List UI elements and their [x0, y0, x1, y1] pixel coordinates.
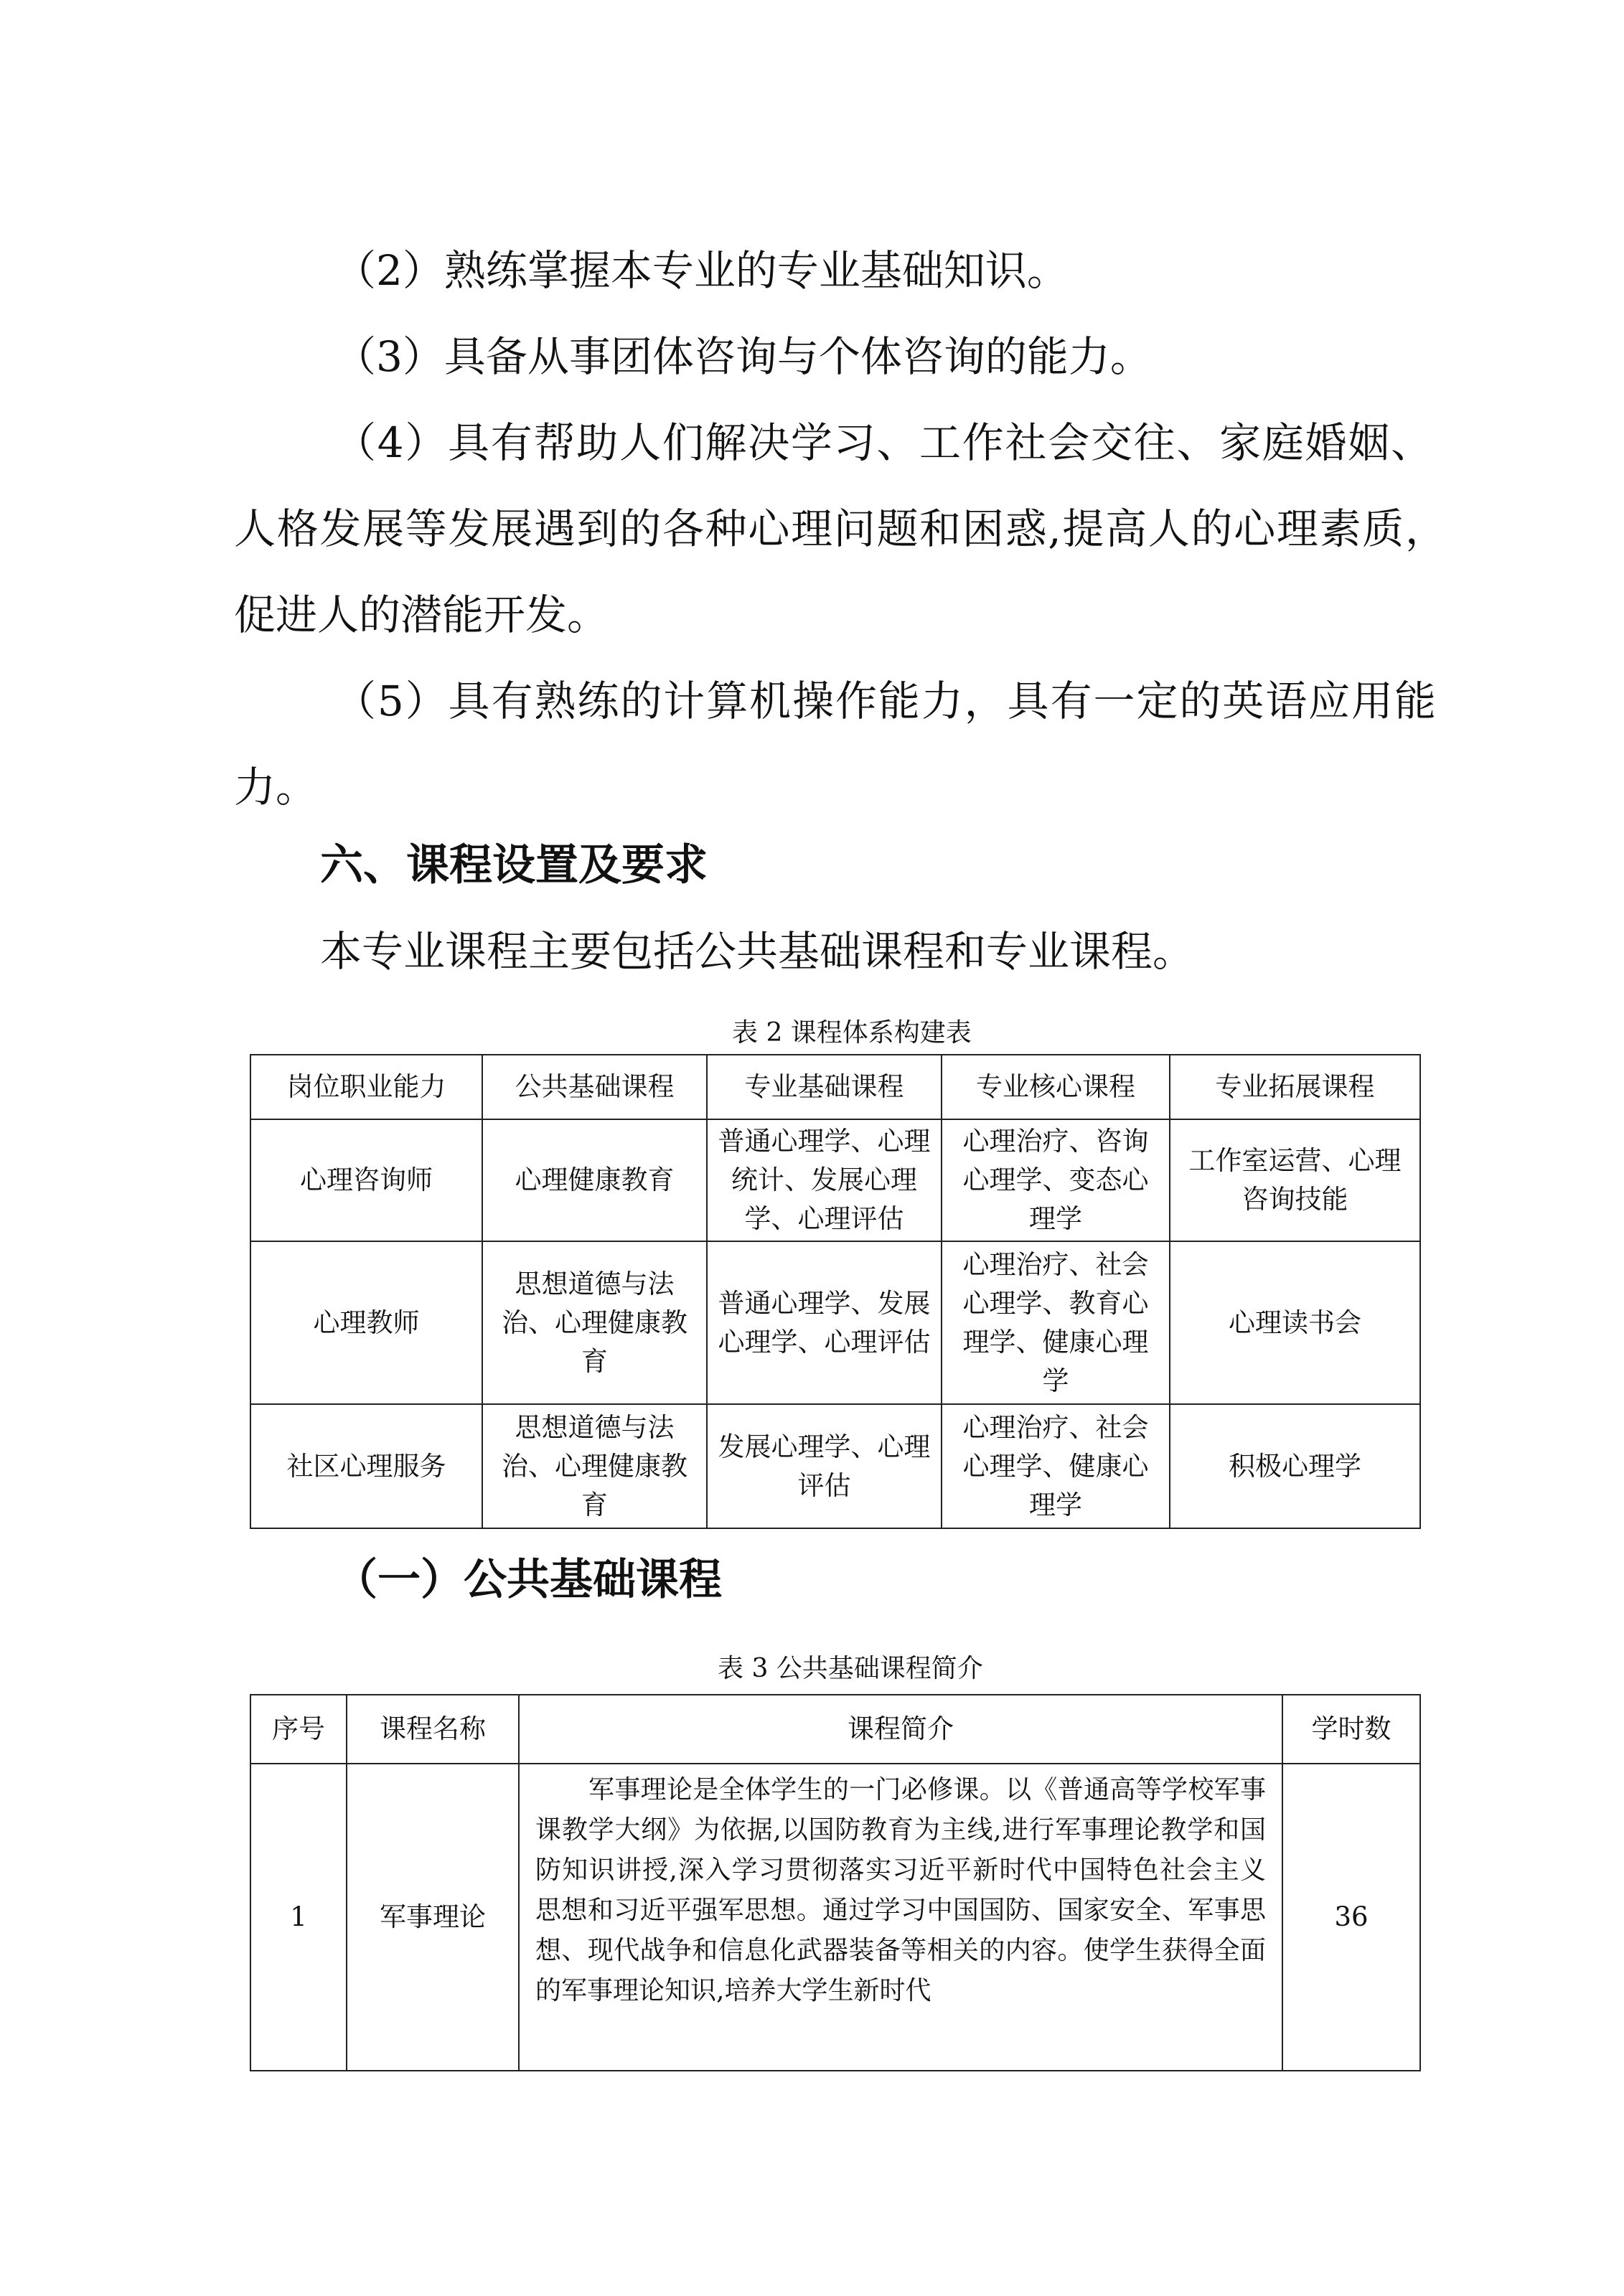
course-intro	[519, 1764, 1282, 2071]
header-cell-professional-basic: 专业基础课程	[707, 1055, 942, 1119]
table-header-row	[250, 1055, 1420, 1119]
public-courses-table	[250, 1694, 1421, 2071]
course-system-table	[250, 1054, 1421, 1529]
table-cell: 社区心理服务	[250, 1404, 482, 1528]
table-cell: 心理读书会	[1170, 1241, 1420, 1404]
paragraph-item-5-line-1: （5）具有熟练的计算机操作能力，具有一定的英语应用能	[334, 677, 1436, 725]
course-intro-text: 军事理论是全体学生的一门必修课。以《普通高等学校军事课教学大纲》为依据,以国防教育为主线,进行军事理论教学和国防知识讲授,深入学习贯彻落实习近平新时代中国特色社会主义思想和习近平强军思想。通过学习中国国防、国家安全、军事思想、现代战争和信息化武器装备等相关的内容。使学生获得全面的军事理论知识,培养大学生新时代	[535, 1775, 1266, 2005]
table-cell: 心理咨询师	[250, 1119, 482, 1241]
table-caption-course-system: 表 2 课程体系构建表	[732, 1018, 972, 1048]
header-cell-position-ability: 岗位职业能力	[250, 1055, 482, 1119]
table-cell: 心理治疗、社会心理学、教育心理学、健康心理学	[942, 1241, 1170, 1404]
table-cell: 发展心理学、心理评估	[707, 1404, 942, 1528]
table-cell: 心理治疗、咨询心理学、变态心理学	[942, 1119, 1170, 1241]
table-cell: 心理教师	[250, 1241, 482, 1404]
header-cell-course-name: 课程名称	[347, 1695, 519, 1764]
section-intro: 本专业课程主要包括公共基础课程和专业课程。	[320, 927, 1195, 976]
paragraph-item-2: （2）熟练掌握本专业的专业基础知识。	[334, 246, 1069, 295]
table-cell: 思想道德与法治、心理健康教育	[482, 1241, 707, 1404]
table-cell: 心理治疗、社会心理学、健康心理学	[942, 1404, 1170, 1528]
table-cell: 普通心理学、心理统计、发展心理学、心理评估	[707, 1119, 942, 1241]
course-hours: 36	[1282, 1764, 1420, 2071]
table-header-row	[250, 1695, 1420, 1764]
table-cell: 心理健康教育	[482, 1119, 707, 1241]
table-cell: 工作室运营、心理咨询技能	[1170, 1119, 1420, 1241]
header-cell-course-intro: 课程简介	[519, 1695, 1282, 1764]
table-row	[250, 1404, 1420, 1528]
header-cell-number: 序号	[250, 1695, 347, 1764]
table-cell: 思想道德与法治、心理健康教育	[482, 1404, 707, 1528]
header-cell-hours: 学时数	[1282, 1695, 1420, 1764]
paragraph-item-3: （3）具备从事团体咨询与个体咨询的能力。	[334, 332, 1152, 381]
paragraph-item-4-line-1: （4）具有帮助人们解决学习、工作社会交往、家庭婚姻、	[334, 418, 1432, 467]
paragraph-item-5-line-2: 力。	[234, 763, 318, 811]
paragraph-item-4-line-2: 人格发展等发展遇到的各种心理问题和困惑,提高人的心理素质，	[234, 504, 1447, 553]
section-heading-course-setup: 六、课程设置及要求	[320, 840, 708, 890]
table-cell: 普通心理学、发展心理学、心理评估	[707, 1241, 942, 1404]
table-row	[250, 1119, 1420, 1241]
paragraph-item-4-line-3: 促进人的潜能开发。	[234, 591, 609, 639]
course-number: 1	[250, 1764, 347, 2071]
subsection-heading-public-courses: （一）公共基础课程	[334, 1555, 722, 1605]
table-cell: 积极心理学	[1170, 1404, 1420, 1528]
table-row	[250, 1764, 1420, 2071]
header-cell-professional-core: 专业核心课程	[942, 1055, 1170, 1119]
course-name: 军事理论	[347, 1764, 519, 2071]
table-row	[250, 1241, 1420, 1404]
table-caption-public-courses: 表 3 公共基础课程简介	[718, 1654, 983, 1683]
header-cell-professional-extension: 专业拓展课程	[1170, 1055, 1420, 1119]
header-cell-public-basic: 公共基础课程	[482, 1055, 707, 1119]
